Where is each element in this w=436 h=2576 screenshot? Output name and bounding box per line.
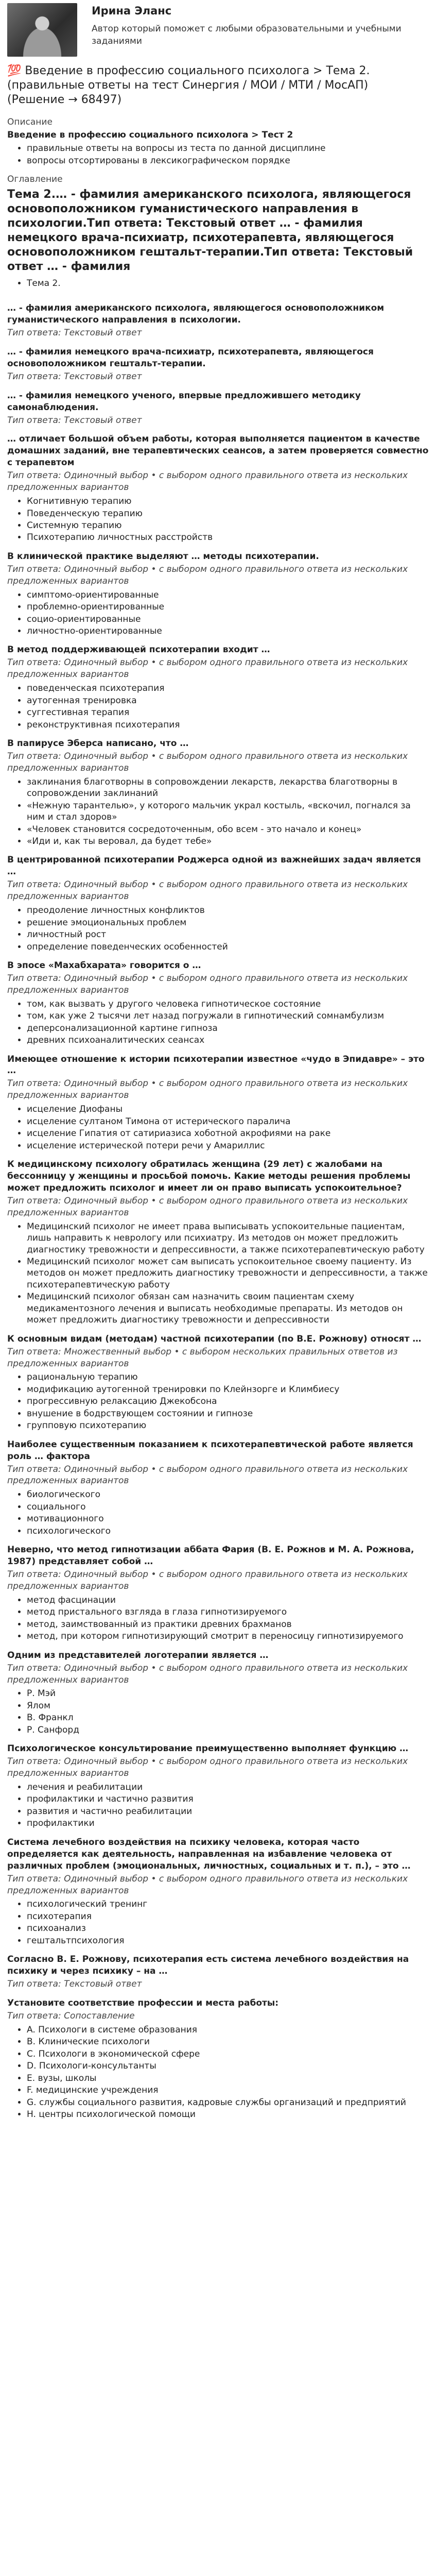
question-option: • гештальтпсихология [27,1935,429,1946]
question-block [7,390,429,427]
question-option: • групповую психотерапию [27,1420,429,1431]
question-option: • C. Психологи в экономической сфере [27,2048,429,2060]
question-block [7,1837,429,1946]
question-options [7,683,429,731]
question-option: • A. Психологи в системе образования [27,2024,429,2036]
question-option: • модификацию аутогенной тренировки по Клейнзорге и Климбиесу [27,1384,429,1395]
question-option: • симптомо-ориентированные [27,589,429,601]
question-block [7,433,429,543]
question-option: • профилактики и частично развития [27,1793,429,1805]
question-title: Согласно В. Е. Рожнову, психотерапия есть система лечебного воздействия на психику и через психику – на … [7,1954,409,1977]
question-option: • Когнитивную терапию [27,496,429,507]
toc-section [7,174,429,289]
question-option: • метод фасцинации [27,1595,429,1606]
question-option: • исцеление Гипатия от сатириазиса хоботной акрофиями на раке [27,1128,429,1139]
question-option: • исцеление истерической потери речи у Амариллис [27,1140,429,1151]
question-option: • «Иди и, как ты веровал, да будет тебе» [27,836,429,847]
toc-list [7,278,429,289]
toc-label: Оглавление [7,174,63,185]
toc-title: Тема 2.… - фамилия американского психолога, являющегося основоположником гуманистического направления в психологии.Тип ответа: Текстовый ответ … - фамилия немецкого врача-психиатр, психотерапевта, являющегося основоположником гештальт-терапии.Тип ответа: Текстовый ответ … - фамилия [7,188,413,274]
question-option: • социального [27,1501,429,1513]
question-option: • психологический тренинг [27,1899,429,1910]
question-option: • прогрессивную релаксацию Джекобсона [27,1396,429,1407]
question-options [7,1688,429,1736]
question-answer-type: Тип ответа: Текстовый ответ [7,415,142,426]
question-option: • G. службы социального развития, кадровые службы организаций и предприятий [27,2097,429,2108]
question-block [7,1439,429,1537]
question-option: • Системную терапию [27,520,429,531]
question-option: • деперсонализационной картине гипноза [27,1023,429,1034]
question-title: К медицинскому психологу обратилась женщина (29 лет) с жалобами на бессонницу у женщины и просьбой помочь. Какие методы решения проблемы может предложить психолог и имеет ли он право выписать успокоительное? [7,1159,411,1193]
question-answer-type: Тип ответа: Одиночный выбор • с выбором одного правильного ответа из нескольких предложенных вариантов [7,1078,408,1101]
question-block [7,644,429,731]
question-option: • мотивационного [27,1513,429,1524]
question-option: • том, как уже 2 тысячи лет назад погружали в гипнотический сомнамбулизм [27,1010,429,1022]
question-block [7,1743,429,1829]
question-option: • Р. Санфорд [27,1724,429,1736]
question-title: В метод поддерживающей психотерапии входит … [7,645,270,655]
question-answer-type: Тип ответа: Текстовый ответ [7,371,142,382]
description-list [7,143,429,166]
question-option: • личностно-ориентированные [27,625,429,637]
description-item: • вопросы отсортированы в лексикографическом порядке [27,155,429,166]
question-option: • В. Франкл [27,1712,429,1723]
question-answer-type: Тип ответа: Одиночный выбор • с выбором одного правильного ответа из нескольких предложенных вариантов [7,1873,408,1896]
question-option: • «Человек становится сосредоточенным, обо всем - это начало и конец» [27,824,429,835]
question-option: • Психотерапию личностных расстройств [27,532,429,543]
question-title: В папирусе Эберса написано, что … [7,738,189,749]
question-option: • Ялом [27,1700,429,1711]
question-title: … - фамилия американского психолога, являющегося основоположником гуманистического направления в психологии. [7,303,385,325]
question-option: • H. центры психологической помощи [27,2109,429,2120]
question-option: • лечения и реабилитации [27,1782,429,1793]
question-title: В центрированной психотерапии Роджерса одной из важнейших задач является … [7,855,421,877]
question-block [7,1997,429,2120]
question-option: • метод, заимствованный из практики древних брахманов [27,1619,429,1630]
question-answer-type: Тип ответа: Одиночный выбор • с выбором одного правильного ответа из нескольких предложенных вариантов [7,1569,408,1591]
question-block [7,551,429,637]
question-answer-type: Тип ответа: Одиночный выбор • с выбором одного правильного ответа из нескольких предложенных вариантов [7,1464,408,1486]
question-answer-type: Тип ответа: Множественный выбор • с выбором нескольких правильных ответов из предложенных вариантов [7,1346,398,1369]
question-options [7,1371,429,1431]
question-option: • суггестивная терапия [27,707,429,718]
question-option: • D. Психологи-консультанты [27,2060,429,2072]
question-option: • исцеление султаном Тимона от истерического паралича [27,1116,429,1127]
question-title: Одним из представителей логотерапии является … [7,1650,269,1660]
question-answer-type: Тип ответа: Одиночный выбор • с выбором одного правильного ответа из нескольких предложенных вариантов [7,1195,408,1218]
question-title: Психологическое консультирование преимущественно выполняет функцию … [7,1743,409,1754]
question-answer-type: Тип ответа: Одиночный выбор • с выбором одного правильного ответа из нескольких предложенных вариантов [7,751,408,773]
question-title: Система лечебного воздействия на психику человека, которая часто определяется как деятельность, направленная на избавление человека от различных проблем (эмоциональных, личностных, социальных и т. п.), – это … [7,1837,411,1871]
question-options [7,1595,429,1642]
question-option: • Р. Мэй [27,1688,429,1699]
question-option: • определение поведенческих особенностей [27,941,429,953]
question-option: • социо-ориентированные [27,614,429,625]
question-answer-type: Тип ответа: Одиночный выбор • с выбором одного правильного ответа из нескольких предложенных вариантов [7,657,408,680]
question-title: К основным видам (методам) частной психотерапии (по В.Е. Рожнову) относят … [7,1333,422,1344]
question-block [7,346,429,383]
question-options [7,998,429,1046]
question-answer-type: Тип ответа: Одиночный выбор • с выбором одного правильного ответа из нескольких предложенных вариантов [7,1663,408,1685]
question-options [7,1782,429,1829]
question-title: В эпосе «Махабхарата» говорится о … [7,960,201,971]
question-block [7,302,429,339]
question-option: • профилактики [27,1818,429,1829]
question-option: • рациональную терапию [27,1371,429,1383]
question-options [7,905,429,953]
question-options [7,496,429,544]
question-option: • метод, при котором гипнотизирующий смотрит в переносицу гипнотизируемого [27,1631,429,1642]
question-block [7,1544,429,1642]
question-answer-type: Тип ответа: Одиночный выбор • с выбором одного правильного ответа из нескольких предложенных вариантов [7,973,408,995]
question-title: … - фамилия немецкого врача-психиатр, психотерапевта, являющегося основоположником гештальт-терапии. [7,346,374,369]
author-info [92,3,411,47]
question-option: • Поведенческую терапию [27,508,429,519]
question-option: • аутогенная тренировка [27,695,429,706]
question-title: Установите соответствие профессии и места работы: [7,1998,279,2009]
question-option: • Медицинский психолог не имеет права выписывать успокоительные пациентам, лишь направить к неврологу или психиатру. Из методов он может предложить диагностику тревожности и депрессивности, а также психотерапевтическую работу [27,1221,429,1256]
question-option: • решение эмоциональных проблем [27,917,429,928]
question-option: • B. Клинические психологи [27,2036,429,2047]
question-option: • психологического [27,1526,429,1537]
question-option: • внушение в бодрствующем состоянии и гипнозе [27,1408,429,1419]
question-option: • E. вузы, школы [27,2073,429,2084]
question-options [7,1899,429,1946]
question-block [7,1954,429,1990]
question-block [7,960,429,1046]
question-options [7,776,429,848]
question-answer-type: Тип ответа: Одиночный выбор • с выбором одного правильного ответа из нескольких предложенных вариантов [7,564,408,586]
question-options [7,1489,429,1537]
question-block [7,1054,429,1152]
description-label: Описание [7,117,53,128]
question-option: • заклинания благотворны в сопровождении лекарств, лекарства благотворны в сопровождении заклинаний [27,776,429,800]
question-option: • F. медицинские учреждения [27,2084,429,2096]
question-title: Имеющее отношение к истории психотерапии известное «чудо в Эпидавре» – это … [7,1054,425,1076]
question-option: • том, как вызвать у другого человека гипнотическое состояние [27,998,429,1010]
question-option: • психотерапия [27,1911,429,1922]
question-title: Наиболее существенным показанием к психотерапевтической работе является роль … фактора [7,1439,413,1462]
question-block [7,854,429,953]
question-title: Неверно, что метод гипнотизации аббата Фария (В. Е. Рожнов и М. А. Рожнова, 1987) представляет собой … [7,1545,414,1567]
author-avatar[interactable] [7,3,77,57]
question-option: • преодоление личностных конфликтов [27,905,429,916]
question-title: … отличает большой объем работы, которая выполняется пациентом в качестве домашних заданий, вне терапевтических сеансов, а затем проверяется совместно с терапевтом [7,434,429,468]
question-block [7,738,429,847]
question-answer-type: Тип ответа: Одиночный выбор • с выбором одного правильного ответа из нескольких предложенных вариантов [7,470,408,493]
question-options [7,589,429,637]
question-option: • «Нежную тарантелью», у которого мальчик украл костыль, «вскочил, погнался за ним и стал здоров» [27,800,429,823]
question-option: • Медицинский психолог может сам выписать успокоительное своему пациенту. Из методов он может предложить диагностику тревожности и депрессивности, а также психотерапевтическую работу [27,1256,429,1291]
question-block [7,1333,429,1432]
question-option: • древних психоаналитических сеансах [27,1035,429,1046]
question-answer-type: Тип ответа: Текстовый ответ [7,1979,142,1990]
question-answer-type: Тип ответа: Одиночный выбор • с выбором одного правильного ответа из нескольких предложенных вариантов [7,879,408,902]
question-options [7,2024,429,2121]
question-option: • Медицинский психолог обязан сам назначить своим пациентам схему медикаментозного лечения и выписать необходимые препараты. Из методов он может предложить диагностику тревожности и депрессивности [27,1291,429,1326]
question-block [7,1159,429,1326]
question-option: • исцеление Диофаны [27,1104,429,1115]
description-title: Введение в профессию социального психолога > Тест 2 [7,129,293,140]
question-answer-type: Тип ответа: Одиночный выбор • с выбором одного правильного ответа из нескольких предложенных вариантов [7,1756,408,1779]
question-title: В клинической практике выделяют … методы психотерапии. [7,551,319,562]
question-option: • проблемно-ориентированные [27,601,429,613]
question-option: • развития и частично реабилитации [27,1806,429,1817]
author-name[interactable]: Ирина Эланс [92,5,172,17]
question-answer-type: Тип ответа: Сопоставление [7,2010,135,2021]
question-options [7,1104,429,1151]
question-title: … - фамилия немецкого ученого, впервые предложившего методику самонаблюдения. [7,390,361,413]
page-title: 💯 Введение в профессию социального психолога > Тема 2. (правильные ответы на тест Синергия / МОИ / МТИ / МосАП) (Решение → 68497) [7,64,370,107]
author-description: Автор который поможет с любыми образовательными и учебными заданиями [92,23,402,46]
question-answer-type: Тип ответа: Текстовый ответ [7,327,142,338]
question-option: • биологического [27,1489,429,1500]
description-item: • правильные ответы на вопросы из теста по данной дисциплине [27,143,429,154]
question-options [7,1221,429,1326]
description-section [7,116,429,166]
question-option: • личностный рост [27,929,429,940]
question-block [7,1650,429,1736]
question-option: • психоанализ [27,1923,429,1934]
question-option: • поведенческая психотерапия [27,683,429,694]
questions-list [7,302,429,2120]
toc-item[interactable]: • Тема 2. [27,278,429,289]
author-card [7,0,429,57]
question-option: • реконструктивная психотерапия [27,719,429,731]
question-option: • метод пристального взгляда в глаза гипнотизируемого [27,1606,429,1618]
